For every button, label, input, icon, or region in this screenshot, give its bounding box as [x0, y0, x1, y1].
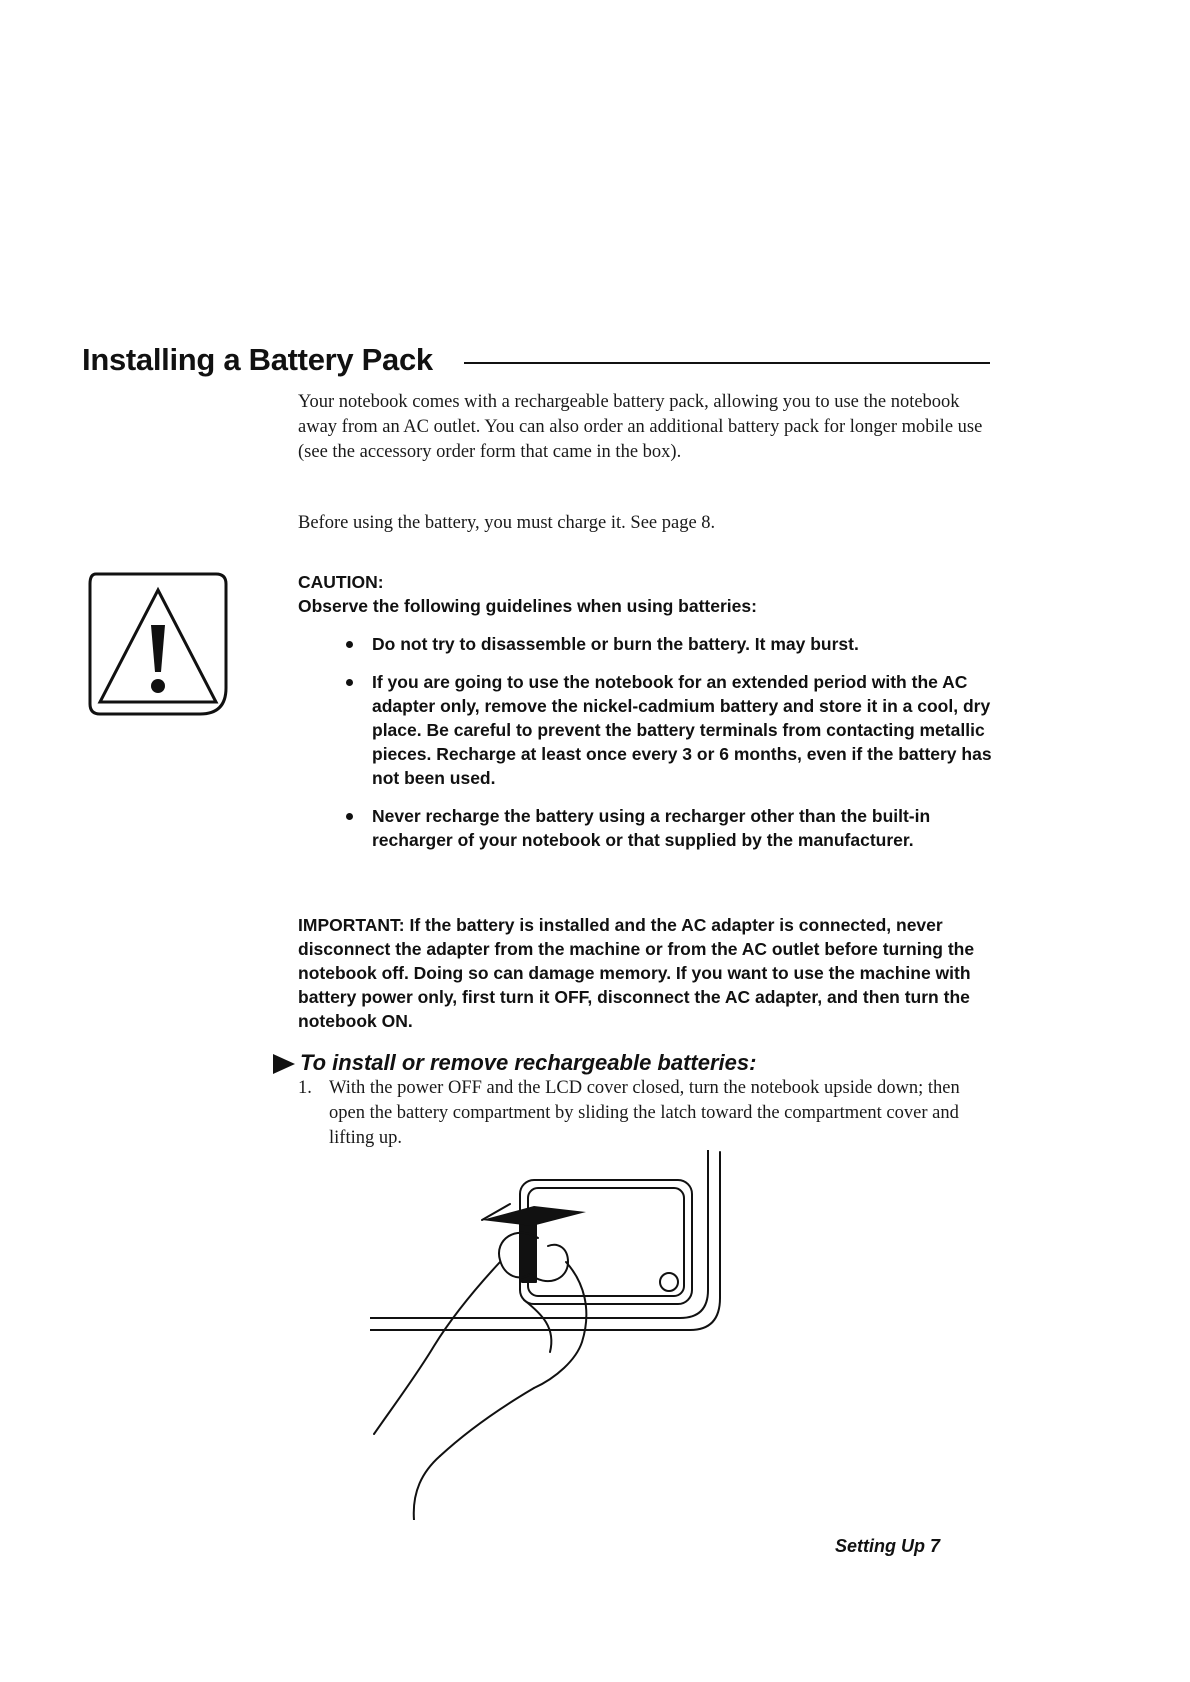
procedure-step	[298, 1076, 990, 1151]
step-number: 1.	[298, 1078, 312, 1098]
page-footer: Setting Up 7	[834, 1536, 940, 1556]
caution-item-text: If you are going to use the notebook for an extended period with the AC adapter only, remove the nickel-cadmium battery and store it in a cool, dry place. Be careful to prevent the battery terminals from contacting metallic pieces. Recharge at least once every 3 or 6 months, even if the battery has not been used.	[372, 672, 992, 788]
caution-item-text: Do not try to disassemble or burn the battery. It may burst.	[372, 634, 859, 654]
caution-title: CAUTION:	[298, 572, 384, 592]
warning-triangle-icon	[86, 570, 230, 718]
bullet-icon	[346, 679, 353, 686]
bullet-icon	[346, 641, 353, 648]
caution-item-text: Never recharge the battery using a recharger other than the built-in recharger of your notebook or that supplied by the manufacturer.	[372, 806, 931, 850]
important-note: IMPORTANT: If the battery is installed and the AC adapter is connected, never disconnect the adapter from the machine or from the AC outlet before turning the notebook off. Doing so can damage memory. If you want to use the machine with battery power only, first turn it OFF, disconnect the AC adapter, and then turn the notebook ON.	[298, 915, 975, 1031]
caution-block	[298, 570, 998, 866]
charge-note: Before using the battery, you must charge it. See page 8.	[298, 513, 716, 533]
intro-paragraph: Your notebook comes with a rechargeable battery pack, allowing you to use the notebook away from an AC outlet. You can also order an additional battery pack for longer mobile use (see the accessory order form that came in the box).	[298, 392, 983, 462]
bullet-icon	[346, 813, 353, 820]
arrow-right-icon	[270, 1053, 296, 1075]
caution-item	[298, 804, 998, 852]
caution-item	[298, 670, 998, 790]
section-heading-row	[82, 340, 990, 384]
caution-intro: Observe the following guidelines when using batteries:	[298, 596, 757, 616]
procedure-heading	[270, 1048, 990, 1078]
step-text: With the power OFF and the LCD cover closed, turn the notebook upside down; then open the battery compartment by sliding the latch toward the compartment cover and lifting up.	[329, 1078, 960, 1148]
heading-rule	[464, 362, 990, 364]
procedure-title: To install or remove rechargeable batteries:	[300, 1050, 757, 1075]
caution-list	[298, 632, 998, 852]
battery-latch-hand-illustration	[370, 1150, 790, 1520]
caution-item	[298, 632, 998, 656]
page-title: Installing a Battery Pack	[82, 342, 433, 377]
